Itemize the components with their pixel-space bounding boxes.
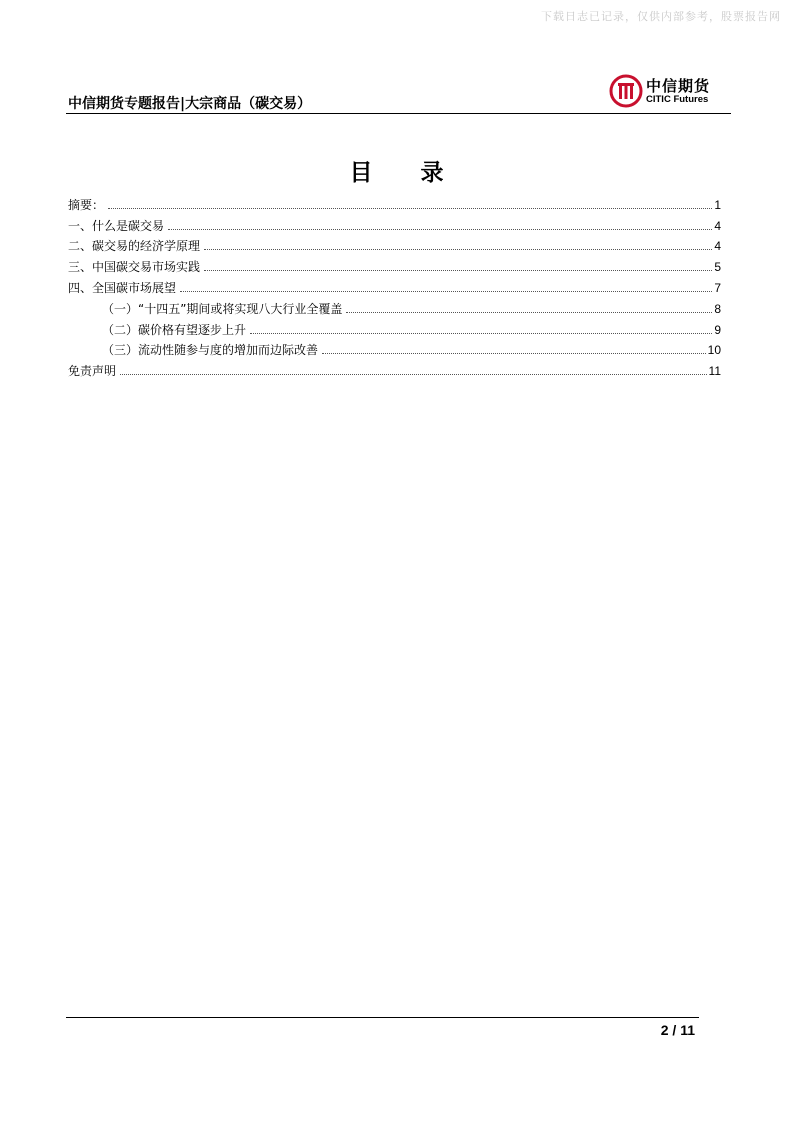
table-of-contents	[68, 191, 721, 378]
toc-entry-page: 11	[708, 364, 721, 379]
toc-entry-page: 4	[714, 218, 721, 233]
toc-entry-page: 7	[714, 280, 721, 295]
toc-entry-label: 摘要：	[68, 197, 105, 212]
toc-dot-leader	[180, 291, 712, 292]
toc-entry-label: （三）流动性随参与度的增加而边际改善	[102, 343, 319, 358]
toc-entry[interactable]	[68, 316, 721, 337]
toc-dot-leader	[204, 270, 712, 271]
citic-futures-logo	[609, 74, 733, 110]
toc-entry-label: （一）“十四五”期间或将实现八大行业全覆盖	[102, 301, 343, 316]
page-number: 2 / 11	[660, 1022, 695, 1038]
toc-entry-page: 8	[714, 301, 721, 316]
toc-entry-label: 三、中国碳交易市场实践	[68, 260, 201, 275]
toc-entry[interactable]	[68, 253, 721, 274]
toc-dot-leader	[108, 208, 712, 209]
logo-chinese-name: 中信期货	[646, 77, 711, 95]
toc-title: 目 录	[349, 160, 464, 186]
toc-dot-leader	[204, 249, 712, 250]
toc-entry[interactable]	[68, 212, 721, 233]
toc-entry-page: 9	[714, 322, 721, 337]
toc-dot-leader	[120, 374, 707, 375]
toc-entry-label: （二）碳价格有望逐步上升	[102, 322, 247, 337]
toc-entry-page: 1	[714, 197, 721, 212]
footer-divider	[66, 1017, 699, 1018]
watermark-text: 下载日志已记录，仅供内部参考，股票报告网	[541, 10, 781, 23]
report-header-title: 中信期货专题报告|大宗商品（碳交易）	[68, 96, 312, 112]
toc-entry-label: 二、碳交易的经济学原理	[68, 239, 201, 254]
toc-entry[interactable]	[68, 337, 721, 358]
toc-entry[interactable]	[68, 295, 721, 316]
toc-dot-leader	[322, 353, 706, 354]
citic-emblem-icon	[609, 74, 643, 108]
toc-entry-page: 10	[707, 343, 721, 358]
toc-entry-label: 免责声明	[68, 364, 117, 379]
toc-dot-leader	[250, 333, 712, 334]
header-divider	[66, 113, 731, 114]
logo-english-name: CITIC Futures	[646, 94, 709, 105]
toc-dot-leader	[168, 229, 712, 230]
toc-entry[interactable]	[68, 191, 721, 212]
toc-dot-leader	[346, 312, 712, 313]
toc-entry-page: 4	[714, 239, 721, 254]
toc-entry[interactable]	[68, 274, 721, 295]
toc-entry-label: 四、全国碳市场展望	[68, 280, 177, 295]
toc-entry[interactable]	[68, 233, 721, 254]
toc-entry-page: 5	[714, 260, 721, 275]
toc-entry-label: 一、什么是碳交易	[68, 218, 165, 233]
toc-entry[interactable]	[68, 357, 721, 378]
